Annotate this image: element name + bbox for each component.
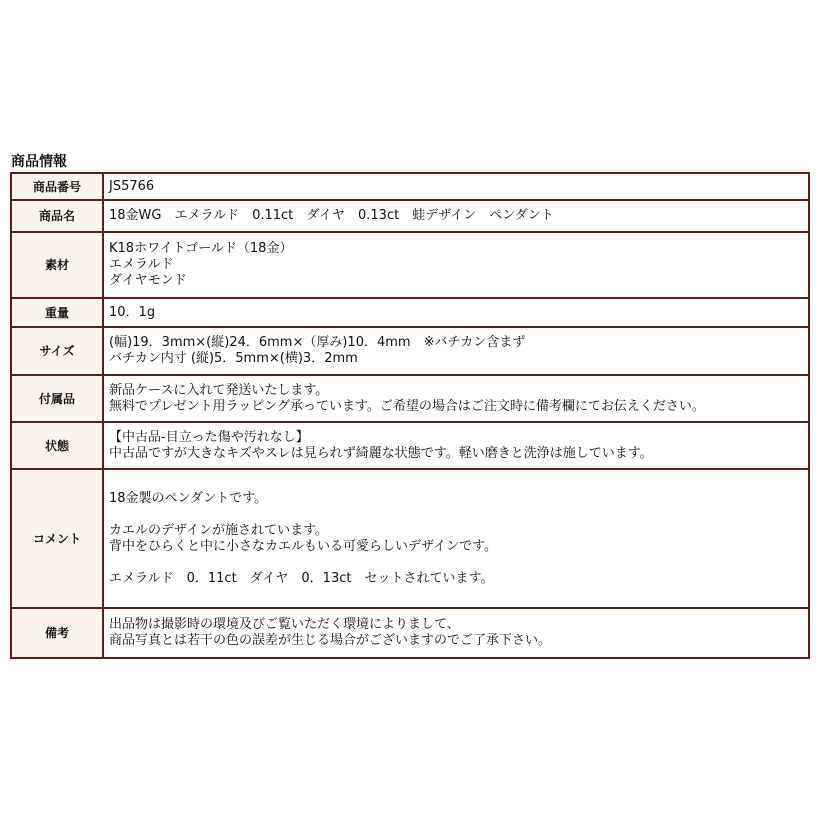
- row-label: 備考: [11, 608, 103, 658]
- value-line: エメラルド 0．11ct ダイヤ 0．13ct セットされています。: [109, 570, 494, 586]
- table-row: [11, 327, 809, 375]
- value-line: 商品写真とは若干の色の誤差が生じる場合がございますのでご了承下さい。: [109, 633, 552, 648]
- row-label: 商品名: [11, 200, 103, 232]
- row-label: コメント: [11, 469, 103, 608]
- product-info-table: [10, 172, 810, 659]
- value-line: 出品物は撮影時の環境及びご覧いただく環境によりまして、: [109, 617, 460, 632]
- value-line: (幅)19．3mm×(縦)24．6mm×（厚み)10．4mm ※バチカン含まず: [109, 335, 526, 350]
- value-line: 無料でプレゼント用ラッピング承っています。ご希望の場合はご注文時に備考欄にてお伝えください。: [109, 398, 705, 414]
- row-value: [103, 327, 809, 375]
- value-line: 18金製のペンダントです。: [109, 490, 268, 506]
- table-row: [11, 375, 809, 422]
- value-line: 【中古品-目立った傷や汚れなし】: [109, 429, 309, 445]
- row-label: 商品番号: [11, 173, 103, 200]
- row-value: [103, 422, 809, 469]
- row-value: [103, 200, 809, 232]
- value-line: バチカン内寸 (縦)5．5mm×(横)3．2mm: [109, 351, 358, 366]
- table-row: [11, 469, 809, 608]
- table-row: [11, 608, 809, 658]
- value-line: 背中をひらくと中に小さなカエルもいる可愛らしいデザインです。: [109, 538, 498, 554]
- value-line: ダイヤモンド: [109, 273, 187, 288]
- value-line: 10．1g: [109, 304, 156, 320]
- row-label: 素材: [11, 232, 103, 298]
- table-row: [11, 422, 809, 469]
- table-row: [11, 232, 809, 298]
- row-value: [103, 173, 809, 200]
- table-row: [11, 200, 809, 232]
- row-value: [103, 232, 809, 298]
- row-label: 状態: [11, 422, 103, 469]
- row-value: [103, 375, 809, 422]
- row-label: サイズ: [11, 327, 103, 375]
- value-line: K18ホワイトゴールド（18金）: [109, 241, 293, 256]
- section-title: 商品情報: [11, 154, 67, 170]
- row-value: [103, 469, 809, 608]
- row-label: 付属品: [11, 375, 103, 422]
- value-line: 新品ケースに入れて発送いたします。: [109, 382, 329, 398]
- value-line: 中古品ですが大きなキズやスレは見られず綺麗な状態です。軽い磨きと洗浄は施しています。: [109, 445, 653, 461]
- row-label: 重量: [11, 298, 103, 327]
- table-row: [11, 173, 809, 200]
- table-row: [11, 298, 809, 327]
- value-line: JS5766: [109, 178, 155, 194]
- value-line: [109, 555, 803, 571]
- value-line: カエルのデザインが施されています。: [109, 522, 329, 538]
- value-line: 18金WG エメラルド 0.11ct ダイヤ 0.13ct 蛙デザイン ペンダント: [109, 208, 554, 223]
- row-value: [103, 298, 809, 327]
- value-line: エメラルド: [109, 257, 174, 272]
- value-line: [109, 507, 803, 523]
- row-value: [103, 608, 809, 658]
